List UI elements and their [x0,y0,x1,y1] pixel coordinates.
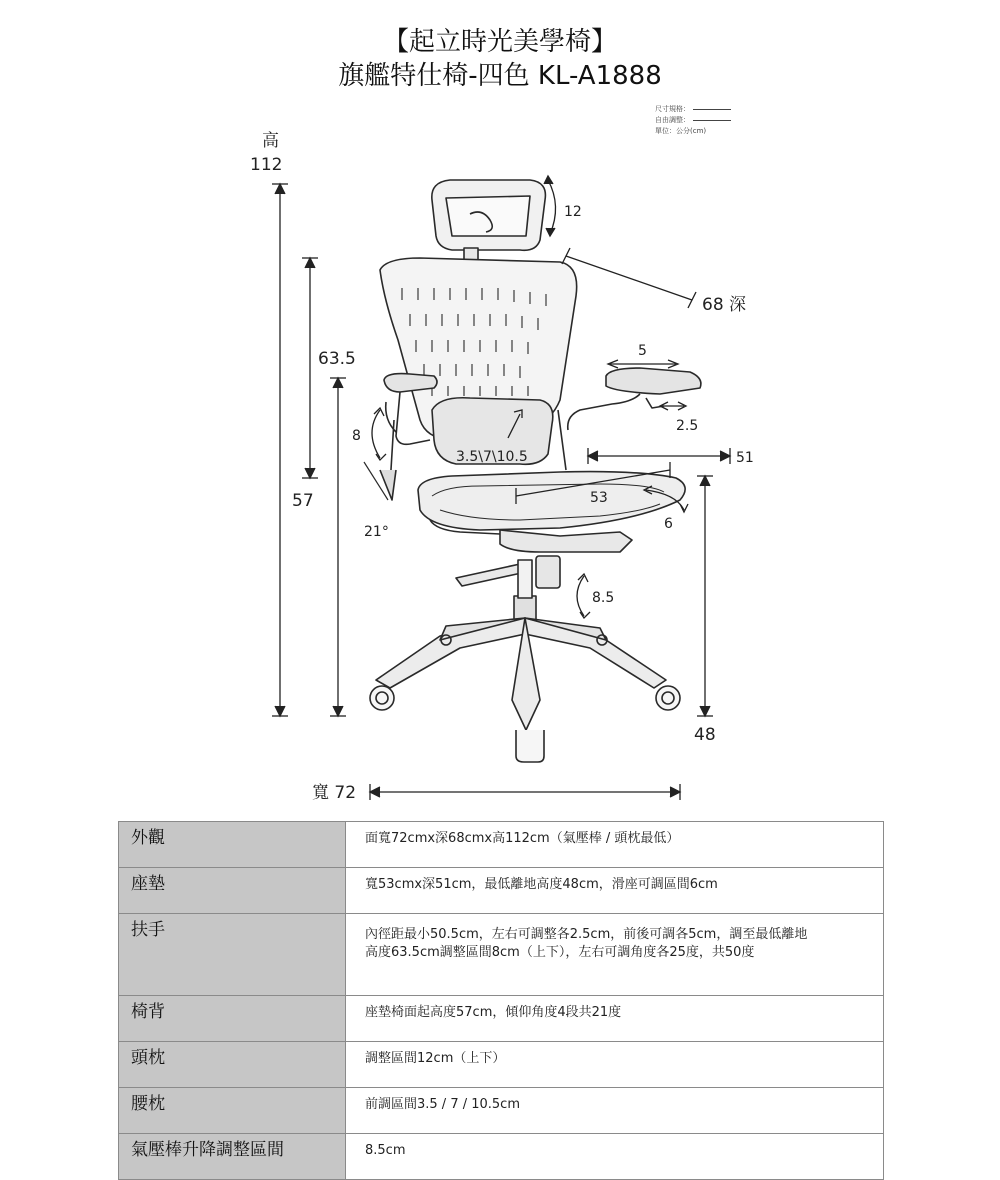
height-label: 高 [262,131,279,151]
gas-lift-value: 8.5 [592,590,615,606]
spec-key: 外觀 [119,822,346,868]
armrest-slide-value: 5 [638,343,647,359]
spec-value: 面寬72cmx深68cmx高112cm（氣壓棒 / 頭枕最低） [346,822,884,868]
spec-key: 頭枕 [119,1042,346,1088]
spec-key: 氣壓棒升降調整區間 [119,1134,346,1180]
depth-dimension-line [566,256,692,300]
office-chair-illustration [364,180,701,762]
spec-row [119,1088,884,1134]
seat-width-value: 53 [590,490,608,506]
specification-table [118,821,884,1180]
gas-lift-arrow [577,576,584,616]
spec-row [119,1042,884,1088]
spec-value: 8.5cm [346,1134,884,1180]
legend-adjustable: 自由調整： [655,116,690,124]
backrest-height-value: 57 [292,491,314,511]
headrest-adjust-value: 12 [564,204,582,220]
spec-row [119,914,884,996]
armrest-width-value: 2.5 [676,418,699,434]
lumbar-adjust-value: 3.5\7\10.5 [456,449,528,465]
legend-unit: 單位：公分(cm) [655,127,707,135]
headrest-adjust-arrow [548,180,556,234]
seat-slide-value: 6 [664,516,673,532]
height-value: 112 [250,155,283,175]
spec-key: 座墊 [119,868,346,914]
depth-value: 68 深 [702,295,747,315]
armrest-updown-arrow [372,410,380,458]
page-title: 【起立時光美學椅】 [382,27,617,57]
spec-key: 扶手 [119,914,346,996]
armrest-height-value: 63.5 [318,349,356,369]
spec-row [119,822,884,868]
spec-key: 腰枕 [119,1088,346,1134]
spec-row [119,868,884,914]
spec-value: 寬53cmx深51cm，最低離地高度48cm，滑座可調區間6cm [346,868,884,914]
spec-value: 內徑距最小50.5cm，左右可調整各2.5cm，前後可調各5cm，調至最低離地 高度63.5cm調整區間8cm（上下），左右可調角度各25度，共50度 [346,914,884,996]
seat-depth-value: 51 [736,450,754,466]
width-value: 寬 72 [312,783,357,803]
spec-row [119,996,884,1042]
armrest-updown-value: 8 [352,428,361,444]
page-subtitle: 旗艦特仕椅-四色 KL-A1888 [338,61,662,91]
spec-value: 調整區間12cm（上下） [346,1042,884,1088]
spec-row [119,1134,884,1180]
spec-value: 前調區間3.5 / 7 / 10.5cm [346,1088,884,1134]
seat-height-value: 48 [694,725,716,745]
legend-size-spec: 尺寸規格： [655,105,690,113]
tilt-angle-value: 21° [364,524,389,540]
spec-key: 椅背 [119,996,346,1042]
spec-value: 座墊椅面起高度57cm，傾仰角度4段共21度 [346,996,884,1042]
